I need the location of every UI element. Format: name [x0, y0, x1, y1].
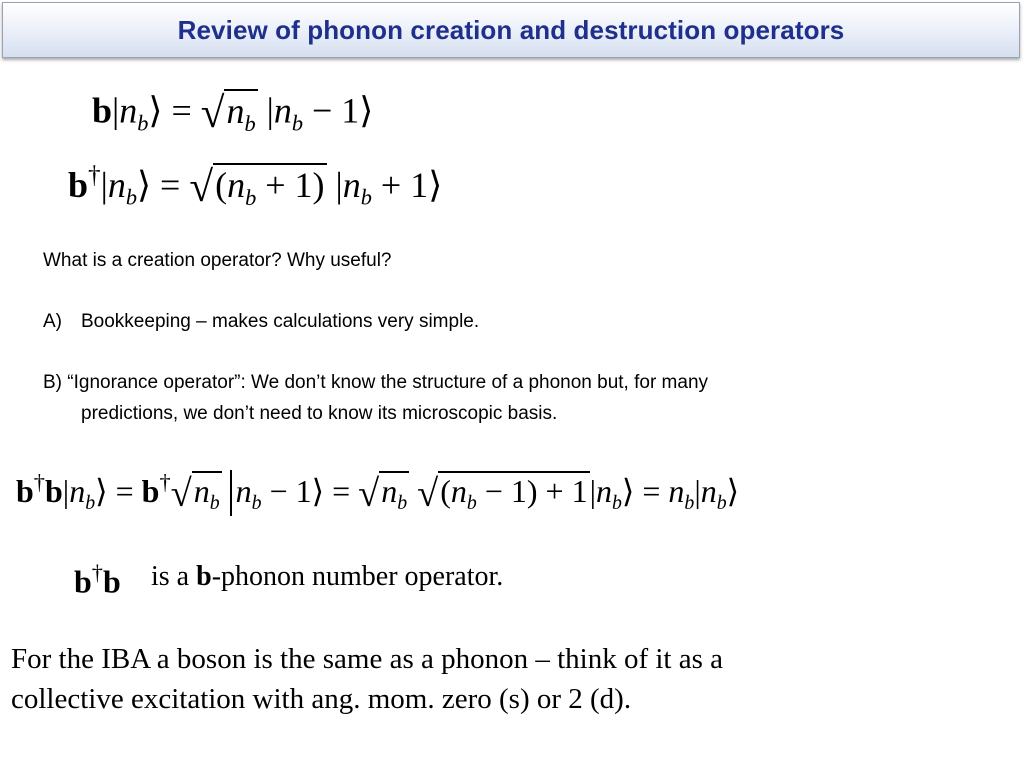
equation-destruction: $b|n_b⟩ = √n_b$ $|n_b$ − 1⟩ [92, 90, 374, 137]
title-bar [2, 2, 1020, 58]
equation-number-derivation: $b^\dagger b|n_b⟩ = b^\dagger√n_b$ $n_b$ − 1⟩ = $√n_b$ $√(n_b - 1)$ + $1|n_b⟩$ = $n_b|n_b⟩$ [16, 469, 740, 515]
item-a [43, 311, 480, 333]
item-b-line-1: B) “Ignorance operator”: We don’t know the structure of a phonon but, for many [43, 372, 709, 393]
iba-line-1: For the IBA a boson is the same as a phonon – think of it as a [11, 643, 724, 675]
equation-creation: $b^\dagger|n_b⟩ = √(n_b + 1) |n_b$ + 1⟩ [68, 162, 443, 212]
number-op-prefix: is a [151, 561, 197, 592]
equation-number-operator: b†b [74, 560, 121, 600]
number-operator-text [151, 561, 503, 593]
slide-title: Review of phonon creation and destruction operators [177, 15, 845, 45]
item-a-text: Bookkeeping – makes calculations very simple. [81, 311, 480, 332]
iba-line-2: collective excitation with ang. mom. zero (s) or 2 (d). [11, 683, 632, 715]
item-a-marker: A) [43, 311, 62, 332]
number-op-bold: b [196, 561, 212, 592]
question-text: What is a creation operator? Why useful? [43, 250, 392, 271]
number-op-suffix: -phonon number operator. [211, 561, 504, 592]
item-b-line-2: predictions, we don’t need to know its microscopic basis. [81, 403, 558, 424]
